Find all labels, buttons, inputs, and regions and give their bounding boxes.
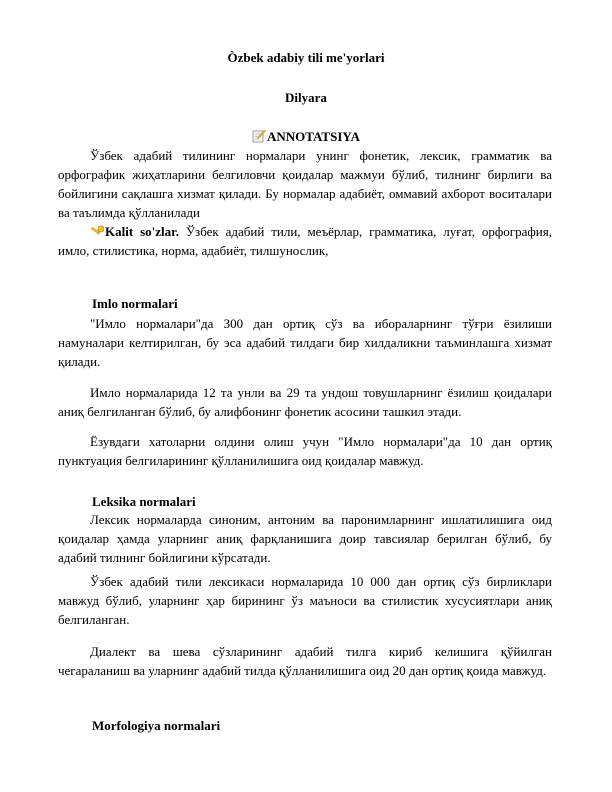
leksika-paragraph-3: Диалект ва шева сўзларининг адабий тилга кириб келишига қўйилган чегараланиш ва уларнинг адабий тилда қўлланилишига оид 20 дан ортиқ қоида мавжуд. bbox=[58, 644, 552, 678]
annotation-heading-text: ANNOTATSIYA bbox=[267, 129, 360, 144]
section-heading-imlo: Imlo normalari bbox=[92, 296, 178, 311]
document-title: Òzbek adabiy tili me'yorlari bbox=[227, 50, 385, 65]
keywords-paragraph bbox=[58, 222, 552, 260]
imlo-paragraph-3: Ёзувдаги хатоларни олдини олиш учун "Имло нормалари"да 10 дан ортиқ пунктуация белгиларининг қўлланилишига оид қоидалар мавжуд. bbox=[58, 434, 552, 468]
keywords-label: Kalit so'zlar. bbox=[105, 224, 179, 239]
imlo-paragraph-1: "Имло нормалари"да 300 дан ортиқ сўз ва ибораларнинг тўғри ёзилиши намуналари келтирилган, бу эса адабий тилдаги бир хилдаликни таъминлашга хизмат қилади. bbox=[58, 316, 552, 369]
imlo-paragraph-2: Имло нормаларида 12 та унли ва 29 та ундош товушларнинг ёзилиш қоидалари аниқ белгиланган бўлиб, бу алифбонинг фонетик асосини ташкил этади. bbox=[58, 385, 552, 419]
memo-pencil-icon bbox=[252, 129, 266, 143]
leksika-paragraph-1: Лексик нормаларда синоним, антоним ва паронимларнинг ишлатилишига оид қоидалар ҳамда уларнинг аниқ фарқланишига доир тавсиялар берилган бўлиб, бу адабий тилнинг бойлигини кўрсатади. bbox=[58, 512, 552, 565]
leksika-paragraph-2: Ўзбек адабий тили лексикаси нормаларида 10 000 дан ортиқ сўз бирликлари мавжуд бўлиб, уларнинг ҳар бирининг ўз маъноси ва стилистик хусусиятлари аниқ белгиланган. bbox=[58, 574, 552, 627]
section-heading-leksika: Leksika normalari bbox=[92, 494, 196, 509]
author-name: Dilyara bbox=[285, 90, 327, 105]
keywords-list: Ўзбек адабий тили, меъёрлар, грамматика, луғат, орфография, имло, стилистика, норма, адабиёт, тилшунослик, bbox=[58, 224, 552, 258]
annotation-heading bbox=[0, 129, 612, 145]
annotation-paragraph: Ўзбек адабий тилининг нормалари унинг фонетик, лексик, грамматик ва орфографик жиҳатларини белгиловчи қоидалар мажмуи бўлиб, тилнинг бирлиги ва бойлигини сақлашга хизмат қилади. Бу нормалар адабиёт, оммавий ахборот воситалари ва таълимда қўлланилади bbox=[58, 148, 552, 220]
section-heading-morfologiya: Morfologiya normalari bbox=[92, 718, 221, 733]
key-icon bbox=[90, 225, 104, 237]
